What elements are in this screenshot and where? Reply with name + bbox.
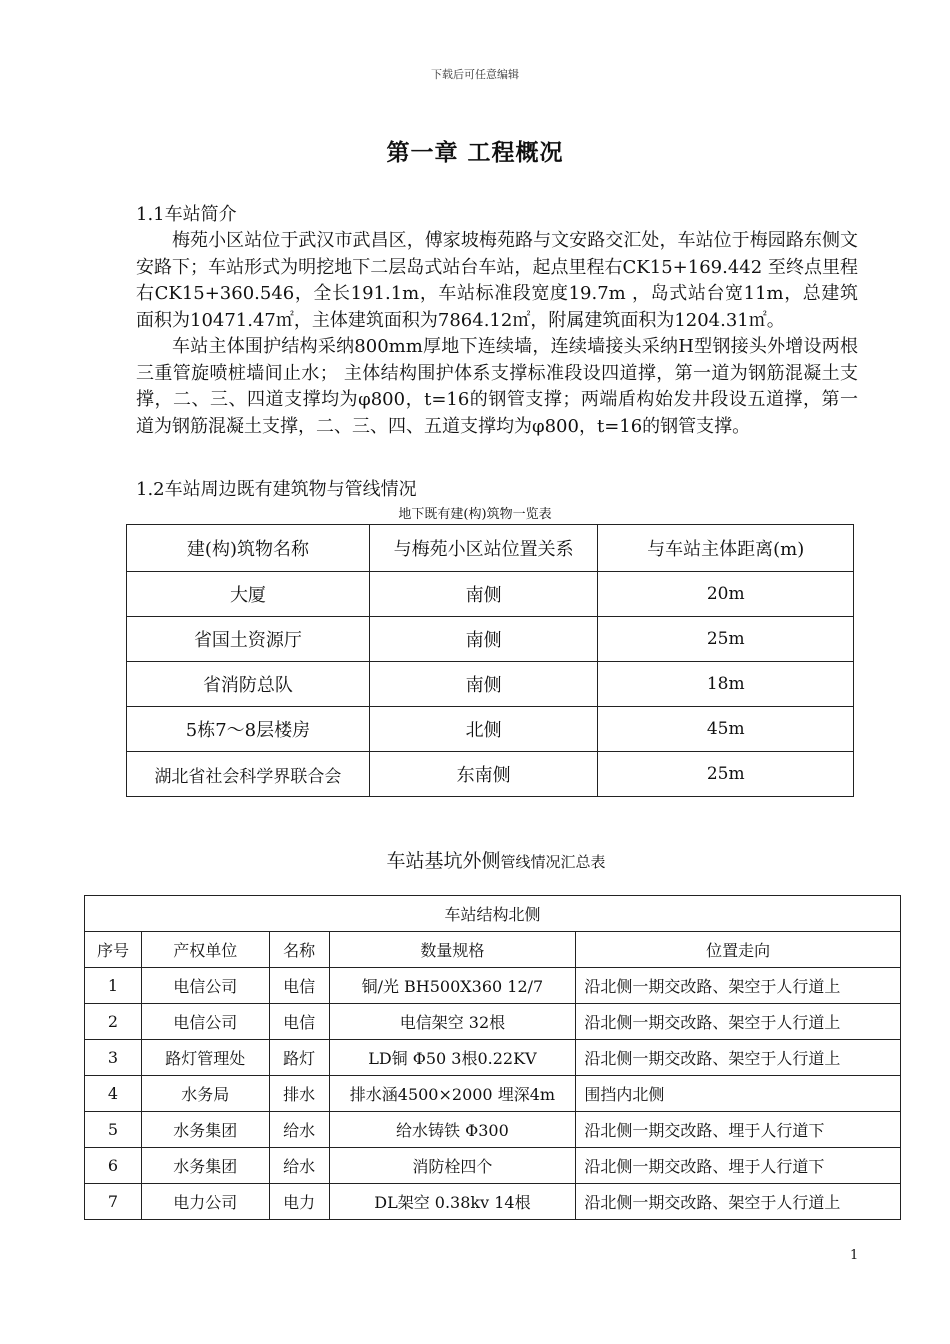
- table-header-cell: 数量规格: [329, 932, 576, 968]
- pipelines-table: [84, 895, 901, 1220]
- table-cell: 沿北侧一期交改路、架空于人行道上: [576, 1004, 901, 1040]
- table-cell: 电信: [269, 968, 329, 1004]
- table-group-header: 车站结构北侧: [85, 896, 901, 932]
- table-cell: 省国土资源厅: [127, 617, 370, 662]
- page-number: 1: [850, 1248, 859, 1263]
- table1-caption: 地下既有建(构)筑物一览表: [398, 507, 552, 522]
- intro-paragraph-1: 梅苑小区站位于武汉市武昌区，傅家坡梅苑路与文安路交汇处，车站位于梅园路东侧文安路下；车站形式为明挖地下二层岛式站台车站，起点里程右CK15+169.442 至终点里程右CK15+360.546，全长191.1m，车站标准段宽度19.7m ，岛式站台宽11m，总建筑面积为10471.47㎡，主体建筑面积为7864.12㎡，附属建筑面积为1204.31㎡。: [136, 230, 858, 331]
- table-cell: 南侧: [369, 662, 598, 707]
- table-cell: 湖北省社会科学界联合会: [127, 752, 370, 797]
- table2-caption-main: 车站基坑外侧: [386, 850, 501, 872]
- table-header-cell: 与梅苑小区站位置关系: [369, 525, 598, 572]
- section-1-1-body: [136, 228, 858, 440]
- table-cell: 25m: [598, 617, 854, 662]
- table-header-cell: 名称: [269, 932, 329, 968]
- table-cell: 电力公司: [141, 1184, 269, 1220]
- table-cell: 南侧: [369, 572, 598, 617]
- table-cell: DL架空 0.38kv 14根: [329, 1184, 576, 1220]
- table-header-cell: 位置走向: [576, 932, 901, 968]
- table-cell: 4: [85, 1076, 142, 1112]
- table-cell: 18m: [598, 662, 854, 707]
- table-cell: 电信: [269, 1004, 329, 1040]
- table-row: [127, 707, 854, 752]
- table-cell: 路灯管理处: [141, 1040, 269, 1076]
- table-cell: 沿北侧一期交改路、埋于人行道下: [576, 1148, 901, 1184]
- table-cell: 沿北侧一期交改路、埋于人行道下: [576, 1112, 901, 1148]
- chapter-title: 第一章 工程概况: [386, 139, 564, 166]
- table-header-cell: 产权单位: [141, 932, 269, 968]
- table-cell: 3: [85, 1040, 142, 1076]
- table-cell: 水务集团: [141, 1112, 269, 1148]
- table-row: [85, 1076, 901, 1112]
- table-row: [127, 752, 854, 797]
- table-cell: 水务局: [141, 1076, 269, 1112]
- table-cell: 5栋7～8层楼房: [127, 707, 370, 752]
- table-cell: 北侧: [369, 707, 598, 752]
- table2-caption-sub: 管线情况汇总表: [500, 853, 606, 871]
- section-heading-1-2: 1.2车站周边既有建筑物与管线情况: [136, 479, 417, 500]
- table-cell: 电信公司: [141, 1004, 269, 1040]
- table-row: [85, 1148, 901, 1184]
- table-cell: 2: [85, 1004, 142, 1040]
- section-heading-1-1: 1.1车站简介: [136, 204, 237, 225]
- table-cell: 25m: [598, 752, 854, 797]
- table-cell: 水务集团: [141, 1148, 269, 1184]
- table-header-cell: 建(构)筑物名称: [127, 525, 370, 572]
- buildings-table: [126, 524, 854, 797]
- table-cell: 电力: [269, 1184, 329, 1220]
- table-header-row: [127, 525, 854, 572]
- table-cell: 围挡内北侧: [576, 1076, 901, 1112]
- table-row: [127, 572, 854, 617]
- table-cell: 南侧: [369, 617, 598, 662]
- table-cell: 20m: [598, 572, 854, 617]
- table-cell: 省消防总队: [127, 662, 370, 707]
- table-cell: 7: [85, 1184, 142, 1220]
- table-row: [85, 1004, 901, 1040]
- table-cell: 排水: [269, 1076, 329, 1112]
- table-header-cell: 序号: [85, 932, 142, 968]
- table-cell: 给水: [269, 1112, 329, 1148]
- table-group-header-row: [85, 896, 901, 932]
- table-cell: 给水: [269, 1148, 329, 1184]
- table-row: [85, 1184, 901, 1220]
- table-cell: 1: [85, 968, 142, 1004]
- table-cell: 沿北侧一期交改路、架空于人行道上: [576, 1184, 901, 1220]
- table2-caption: [0, 846, 950, 873]
- table-cell: 东南侧: [369, 752, 598, 797]
- table-cell: 路灯: [269, 1040, 329, 1076]
- table-cell: 沿北侧一期交改路、架空于人行道上: [576, 1040, 901, 1076]
- intro-paragraph-2: 车站主体围护结构采纳800mm厚地下连续墙，连续墙接头采纳H型钢接头外增设两根三重管旋喷桩墙间止水； 主体结构围护体系支撑标准段设四道撑，第一道为钢筋混凝土支撑，二、三、四道支撑均为φ800，t=16的钢管支撑；两端盾构始发井段设五道撑，第一道为钢筋混凝土支撑，二、三、四、五道支撑均为φ800，t=16的钢管支撑。: [136, 336, 858, 437]
- table-cell: 电信架空 32根: [329, 1004, 576, 1040]
- table-cell: 45m: [598, 707, 854, 752]
- table-cell: LD铜 Φ50 3根0.22KV: [329, 1040, 576, 1076]
- table-cell: 铜/光 BH500X360 12/7: [329, 968, 576, 1004]
- table-row: [85, 968, 901, 1004]
- table-cell: 排水涵4500×2000 埋深4m: [329, 1076, 576, 1112]
- page-header-note: 下载后可任意编辑: [431, 68, 519, 81]
- table-cell: 给水铸铁 Φ300: [329, 1112, 576, 1148]
- table-row: [85, 1112, 901, 1148]
- table-cell: 5: [85, 1112, 142, 1148]
- table-cell: 沿北侧一期交改路、架空于人行道上: [576, 968, 901, 1004]
- table-cell: 6: [85, 1148, 142, 1184]
- table-cell: 大厦: [127, 572, 370, 617]
- table-header-cell: 与车站主体距离(m): [598, 525, 854, 572]
- table-cell: 电信公司: [141, 968, 269, 1004]
- table-row: [127, 617, 854, 662]
- table-row: [85, 1040, 901, 1076]
- table-cell: 消防栓四个: [329, 1148, 576, 1184]
- table-header-row: [85, 932, 901, 968]
- table-row: [127, 662, 854, 707]
